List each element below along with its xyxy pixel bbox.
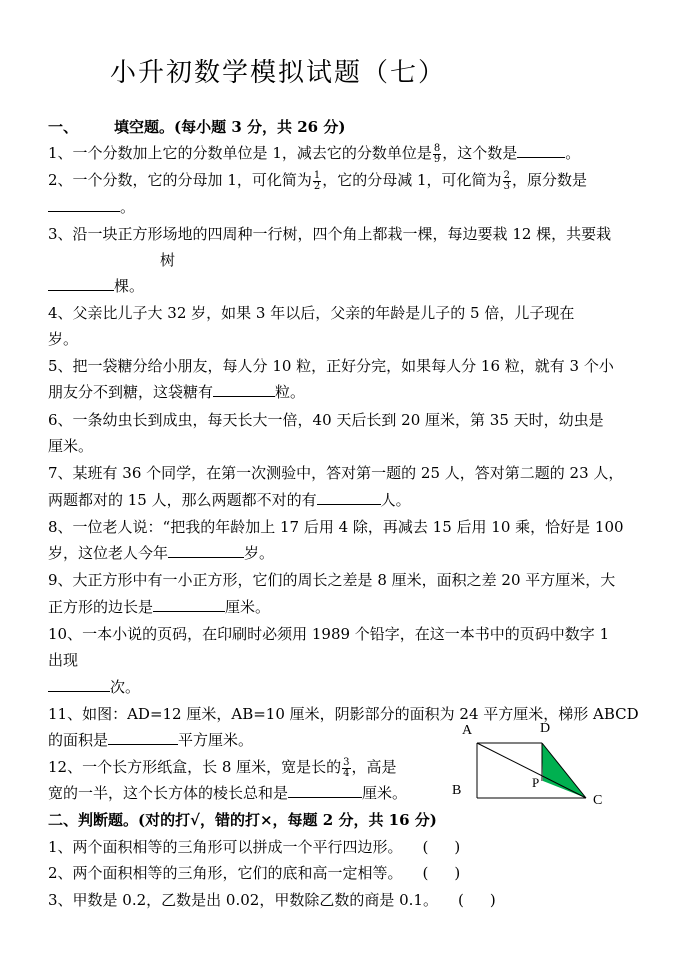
question-2 (48, 170, 648, 192)
j3-text: 3、甲数是 0.2，乙数是出 0.02，甲数除乙数的商是 0.1。 (48, 891, 438, 909)
q7-text-b: 两题都对的 15 人，那么两题都不对的有 (48, 491, 317, 509)
q5-text-c: 粒。 (275, 383, 306, 401)
q2-text-c: ，原分数是 (511, 171, 587, 189)
q11-text-b: 的面积是 (48, 731, 109, 749)
q3-answer-blank[interactable] (48, 276, 114, 291)
q2-answer-blank[interactable] (48, 197, 120, 212)
question-9 (48, 570, 648, 590)
q6-text-b: 厘米。 (48, 437, 94, 455)
question-8-cont (48, 543, 648, 563)
q2-text-d: 。 (120, 198, 136, 216)
j3-close-paren: ) (489, 891, 496, 909)
question-5 (48, 356, 648, 376)
section-1-scoring: (每小题 3 分，共 26 分) (174, 118, 346, 136)
question-1 (48, 143, 648, 165)
question-4 (48, 303, 648, 323)
q9-text-b: 正方形的边长是 (48, 598, 154, 616)
question-6 (48, 410, 648, 430)
q5-answer-blank[interactable] (213, 382, 275, 397)
q5-text-b: 朋友分不到糖，这袋糖有 (48, 383, 214, 401)
judgment-1 (48, 837, 648, 857)
q9-answer-blank[interactable] (153, 597, 225, 612)
q6-text-a: 6、一条幼虫长到成虫，每天长大一倍，40 天后长到 20 厘米，第 35 天时，幼虫是 (48, 411, 604, 429)
label-d: D (540, 721, 551, 736)
q12-text-b: ，高是 (351, 758, 397, 776)
q12-frac-den: 4 (343, 767, 350, 779)
q2-text-b: ，它的分母减 1，可化简为 (322, 171, 502, 189)
label-b: B (452, 783, 462, 798)
q1-text-c: 。 (565, 144, 581, 162)
j2-text: 2、两个面积相等的三角形，它们的底和高一定相等。 (48, 864, 403, 882)
question-10-wrap (48, 650, 648, 670)
q2-fraction-2 (503, 171, 511, 192)
j1-open-paren: ( (422, 838, 429, 856)
trapezoid-figure (452, 718, 622, 818)
q2-frac1-num: 1 (313, 169, 321, 181)
question-10 (48, 624, 648, 644)
question-9-cont (48, 597, 648, 617)
question-3 (48, 224, 648, 244)
q1-fraction (433, 144, 441, 165)
j1-answer-parens[interactable] (423, 838, 461, 856)
q2-frac2-num: 2 (503, 169, 510, 181)
q11-answer-blank[interactable] (108, 730, 178, 745)
j2-answer-parens[interactable] (423, 864, 461, 882)
q2-frac2-den: 3 (503, 180, 510, 192)
question-6-cont (48, 436, 648, 456)
q1-frac-num: 8 (433, 142, 441, 154)
q8-answer-blank[interactable] (168, 543, 244, 558)
q1-frac-den: 9 (433, 153, 441, 165)
q3-text-c: 棵。 (114, 277, 145, 295)
q1-answer-blank[interactable] (517, 143, 565, 158)
section-1-label: 填空题。 (114, 118, 175, 136)
judgment-2 (48, 863, 648, 883)
q8-text-a: 8、一位老人说：“把我的年龄加上 17 后用 4 除，再减去 15 后用 10 乘，恰好是 100 (48, 518, 624, 536)
question-10-cont (48, 677, 648, 697)
j1-text: 1、两个面积相等的三角形可以拼成一个平行四边形。 (48, 838, 403, 856)
q10-text-a: 10、一本小说的页码，在印刷时必须用 1989 个铅字，在这一本书中的页码中数字 1 (48, 625, 610, 643)
section-2-number: 二、 (48, 811, 79, 829)
section-2-scoring: (对的打√，错的打×，每题 2 分，共 16 分) (138, 811, 437, 829)
q12-fraction (342, 758, 350, 779)
label-c: C (593, 793, 603, 808)
q8-text-b: 岁，这位老人今年 (48, 544, 169, 562)
q2-frac1-den: 2 (313, 180, 321, 192)
q5-text-a: 5、把一袋糖分给小朋友，每人分 10 粒，正好分完，如果每人分 16 粒，就有 3 个小 (48, 357, 614, 375)
j1-close-paren: ) (454, 838, 461, 856)
q9-text-c: 厘米。 (225, 598, 271, 616)
q12-answer-blank[interactable] (288, 783, 362, 798)
j3-open-paren: ( (457, 891, 464, 909)
question-2-cont (48, 197, 648, 217)
q8-text-c: 岁。 (244, 544, 275, 562)
q10-answer-blank[interactable] (48, 677, 110, 692)
q9-text-a: 9、大正方形中有一小正方形，它们的周长之差是 8 厘米，面积之差 20 平方厘米，大 (48, 571, 616, 589)
j3-answer-parens[interactable] (458, 891, 496, 909)
q2-text-a: 2、一个分数，它的分母加 1，可化简为 (48, 171, 312, 189)
page-title: 小升初数学模拟试题（七） (110, 58, 447, 88)
q11-text-a: 11、如图：AD=12 厘米，AB=10 厘米，阴影部分的面积为 24 平方厘米，梯形 ABCD (48, 705, 639, 723)
j2-close-paren: ) (454, 864, 461, 882)
q1-text-b: ，这个数是 (442, 144, 518, 162)
q3-text-a: 3、沿一块正方形场地的四周种一行树，四个角上都栽一棵，每边要栽 12 棵，共要栽 (48, 225, 612, 243)
q1-text-a: 1、一个分数加上它的分数单位是 1，减去它的分数单位是 (48, 144, 432, 162)
label-a: A (462, 723, 473, 738)
section-1-number: 一、 (48, 118, 79, 136)
q12-frac-num: 3 (343, 756, 350, 768)
q12-text-c: 宽的一半，这个长方体的棱长总和是 (48, 784, 289, 802)
q3-text-b: 树 (160, 251, 176, 269)
question-3-wrap (160, 250, 688, 270)
question-7-cont (48, 490, 648, 510)
q12-text-d: 厘米。 (362, 784, 408, 802)
q10-text-b: 出现 (48, 651, 79, 669)
question-5-cont (48, 382, 648, 402)
label-p: P (532, 775, 540, 790)
q12-text-a: 12、一个长方形纸盒，长 8 厘米，宽是长的 (48, 758, 342, 776)
q4-text-a: 4、父亲比儿子大 32 岁，如果 3 年以后，父亲的年龄是儿子的 5 倍，儿子现在 (48, 304, 575, 322)
question-7 (48, 463, 648, 483)
q10-text-c: 次。 (110, 678, 141, 696)
section-1-heading (48, 117, 648, 137)
q7-text-a: 7、某班有 36 个同学，在第一次测验中，答对第一题的 25 人，答对第二题的 23 人， (48, 464, 624, 482)
question-4-cont (48, 329, 648, 349)
question-3-cont (48, 276, 648, 296)
judgment-3 (48, 890, 648, 910)
q7-text-c: 人。 (380, 491, 411, 509)
q11-text-c: 平方厘米。 (178, 731, 254, 749)
j2-open-paren: ( (422, 864, 429, 882)
section-2-label: 判断题。 (78, 811, 139, 829)
q7-answer-blank[interactable] (317, 490, 381, 505)
q2-fraction-1 (313, 171, 321, 192)
question-8 (48, 517, 648, 537)
q4-text-b: 岁。 (48, 330, 79, 348)
